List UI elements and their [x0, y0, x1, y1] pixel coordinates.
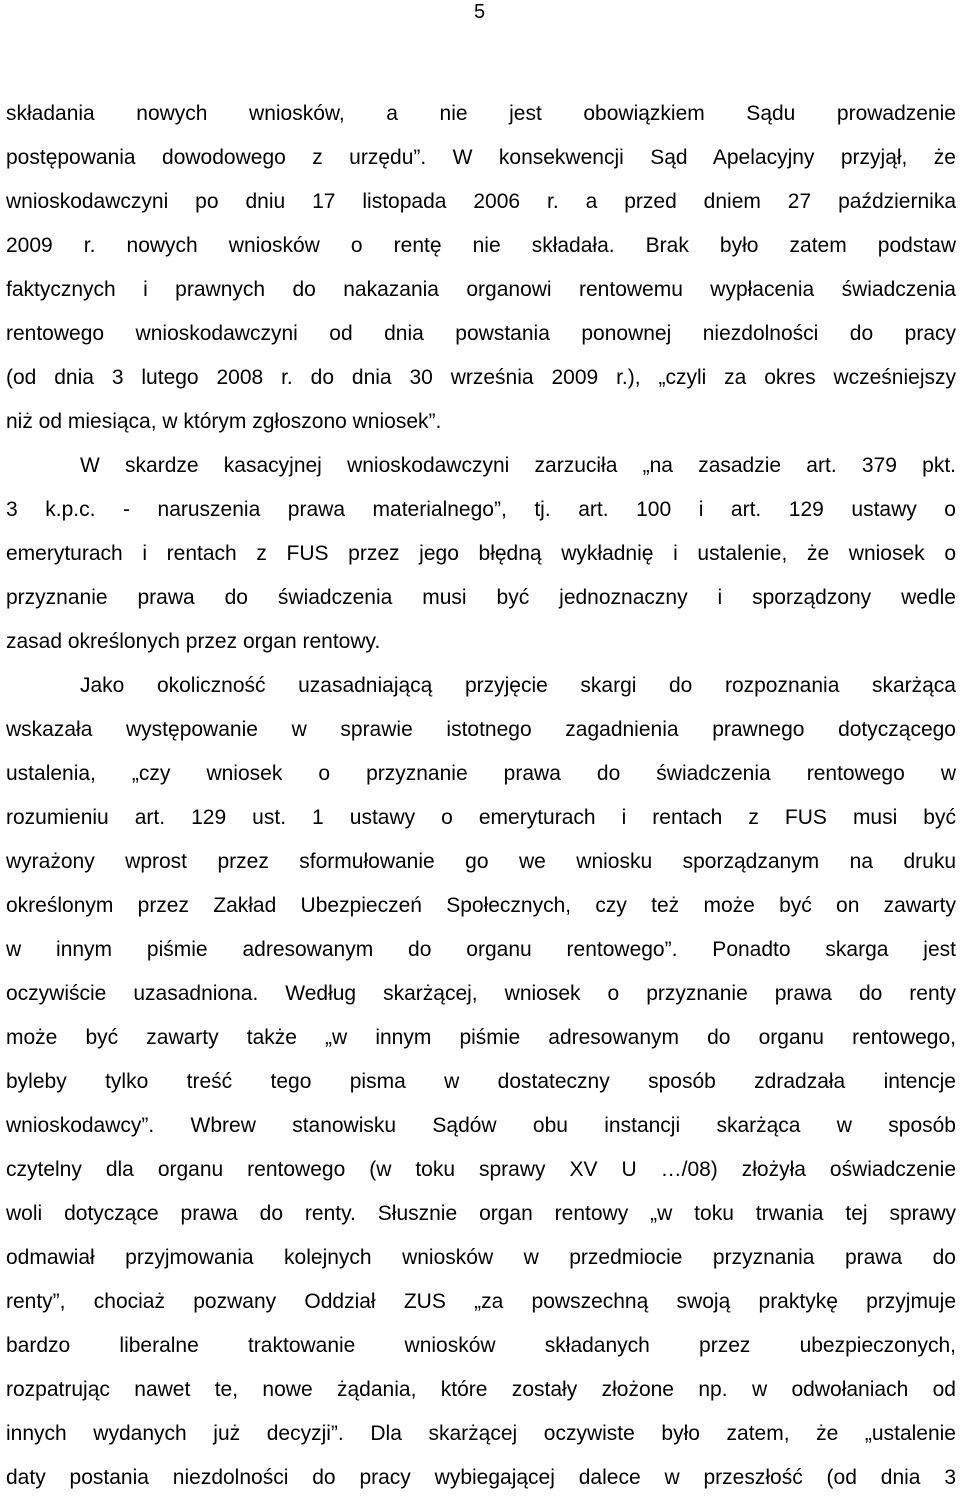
text-line: byleby tylko treść tego pisma w dostateczny sposób zdradzała intencje	[6, 1070, 956, 1093]
text-line: czytelny dla organu rentowego (w toku sprawy XV U …/08) złożyła oświadczenie	[6, 1158, 956, 1181]
text-line: rozpatrując nawet te, nowe żądania, które zostały złożone np. w odwołaniach od	[6, 1378, 956, 1401]
text-line: (od dnia 3 lutego 2008 r. do dnia 30 września 2009 r.), „czyli za okres wcześniejszy	[6, 366, 956, 389]
text-line: 2009 r. nowych wniosków o rentę nie składała. Brak było zatem podstaw	[6, 234, 956, 257]
text-line: składania nowych wniosków, a nie jest obowiązkiem Sądu prowadzenie	[6, 102, 956, 125]
text-line: Jako okoliczność uzasadniającą przyjęcie skargi do rozpoznania skarżąca	[80, 674, 956, 697]
text-line: woli dotyczące prawa do renty. Słusznie organ rentowy „w toku trwania tej sprawy	[6, 1202, 956, 1225]
text-line: renty”, chociaż pozwany Oddział ZUS „za powszechną swoją praktykę przyjmuje	[6, 1290, 956, 1313]
text-line: oczywiście uzasadniona. Według skarżącej, wniosek o przyznanie prawa do renty	[6, 982, 956, 1005]
text-line: faktycznych i prawnych do nakazania organowi rentowemu wypłacenia świadczenia	[6, 278, 956, 301]
text-line: przyznanie prawa do świadczenia musi być jednoznaczny i sporządzony wedle	[6, 586, 956, 609]
text-line: wskazała występowanie w sprawie istotnego zagadnienia prawnego dotyczącego	[6, 718, 956, 741]
text-line: może być zawarty także „w innym piśmie adresowanym do organu rentowego,	[6, 1026, 956, 1049]
text-line: odmawiał przyjmowania kolejnych wniosków w przedmiocie przyznania prawa do	[6, 1246, 956, 1269]
document-body	[6, 92, 956, 1500]
text-line: innych wydanych już decyzji”. Dla skarżącej oczywiste było zatem, że „ustalenie	[6, 1422, 956, 1445]
text-line: rozumieniu art. 129 ust. 1 ustawy o emeryturach i rentach z FUS musi być	[6, 806, 956, 829]
text-line: W skardze kasacyjnej wnioskodawczyni zarzuciła „na zasadzie art. 379 pkt.	[80, 454, 956, 477]
text-line: określonym przez Zakład Ubezpieczeń Społecznych, czy też może być on zawarty	[6, 894, 956, 917]
page-number: 5	[474, 1, 486, 23]
text-line: ustalenia, „czy wniosek o przyznanie prawa do świadczenia rentowego w	[6, 762, 956, 785]
text-line: wyrażony wprost przez sformułowanie go we wniosku sporządzanym na druku	[6, 850, 956, 873]
text-line: niż od miesiąca, w którym zgłoszono wniosek”.	[6, 410, 442, 433]
text-line: zasad określonych przez organ rentowy.	[6, 630, 381, 653]
text-line: w innym piśmie adresowanym do organu rentowego”. Ponadto skarga jest	[6, 938, 956, 961]
text-line: 3 k.p.c. - naruszenia prawa materialnego”, tj. art. 100 i art. 129 ustawy o	[6, 498, 956, 521]
text-line: emeryturach i rentach z FUS przez jego błędną wykładnię i ustalenie, że wniosek o	[6, 542, 956, 565]
text-line: postępowania dowodowego z urzędu”. W konsekwencji Sąd Apelacyjny przyjął, że	[6, 146, 956, 169]
text-line: rentowego wnioskodawczyni od dnia powstania ponownej niezdolności do pracy	[6, 322, 956, 345]
text-line: wnioskodawczyni po dniu 17 listopada 2006 r. a przed dniem 27 października	[6, 190, 956, 213]
text-line: wnioskodawcy”. Wbrew stanowisku Sądów obu instancji skarżąca w sposób	[6, 1114, 956, 1137]
text-line: bardzo liberalne traktowanie wniosków składanych przez ubezpieczonych,	[6, 1334, 956, 1357]
text-line: daty postania niezdolności do pracy wybiegającej dalece w przeszłość (od dnia 3	[6, 1466, 956, 1489]
